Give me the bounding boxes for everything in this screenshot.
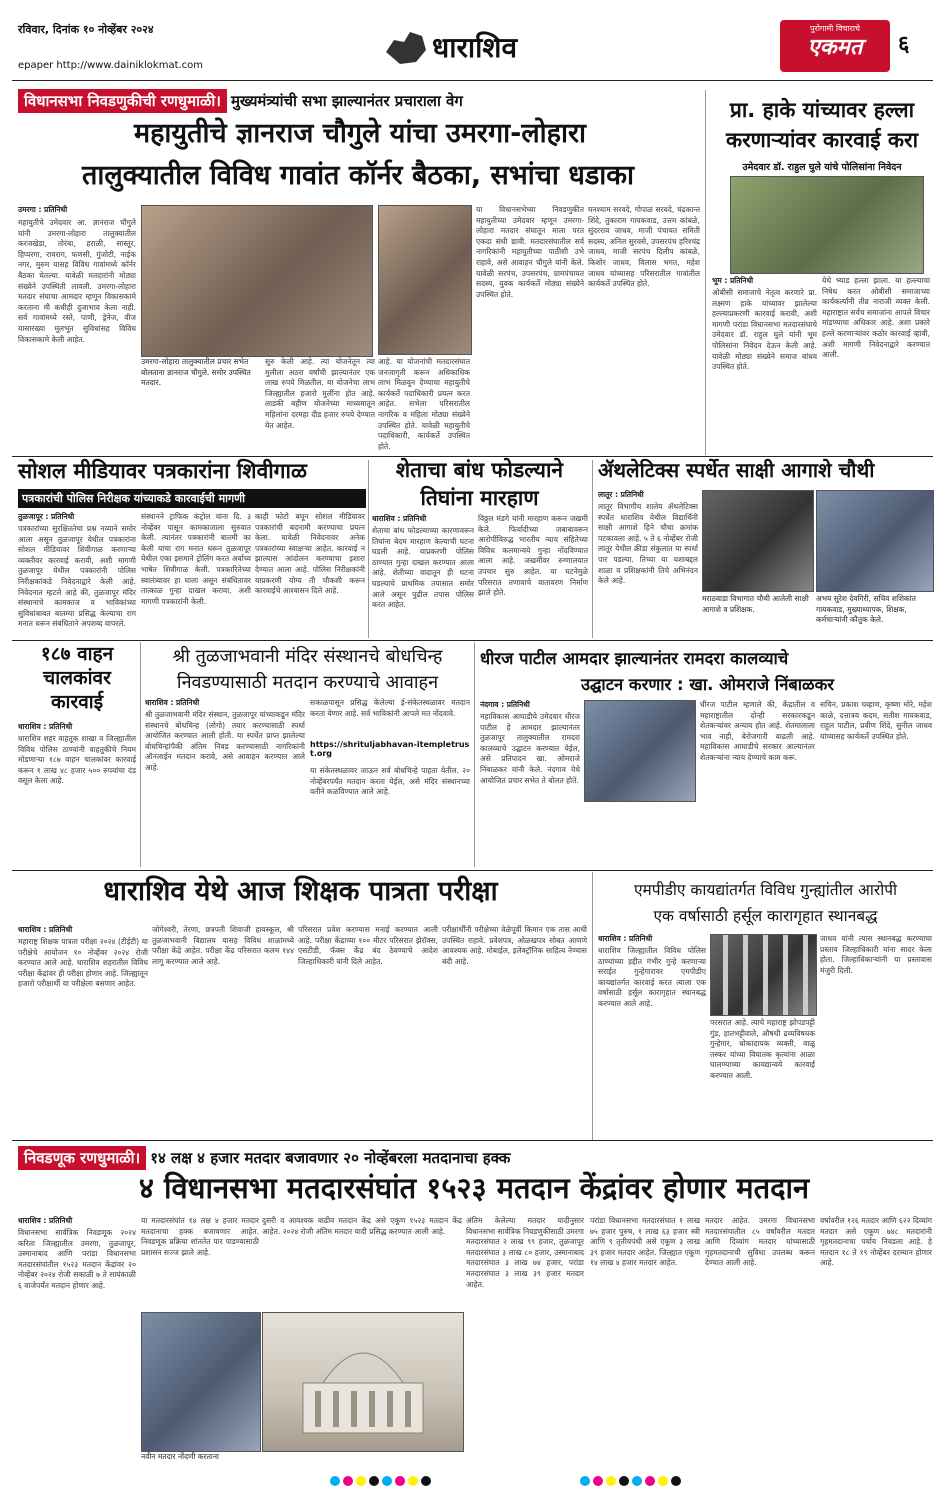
print-registration-marks bbox=[330, 1476, 431, 1488]
story4-headline-2: तिघांना मारहाण bbox=[420, 486, 539, 510]
black-dot bbox=[369, 1476, 379, 1486]
newspaper-logo bbox=[780, 20, 890, 72]
magenta-dot bbox=[593, 1476, 603, 1486]
page-number: ६ bbox=[898, 32, 910, 57]
story1-photo-caption: उमरगा-लोहारा तालुक्यातील प्रचार सभेत बोलताना ज्ञानराज चौगुले. समोर उपस्थित मतदार. bbox=[141, 357, 251, 388]
column-divider bbox=[368, 460, 369, 638]
logo-name: एकमत bbox=[807, 35, 863, 60]
black-dot bbox=[619, 1476, 629, 1486]
story2-text-2: येथे भ्याड हल्ला झाला. या हल्ल्याचा निषेध करत ओबीसी समाजाच्या कार्यकर्त्यांनी तीव्र नाराजी व्यक्त केली. महाराष्ट्रात सर्वच समाजांना आपले विचार मांडण्याचा अधिकार आहे. अशा प्रकारे हल्ले करणाऱ्यांवर कठोर कारवाई व्हावी, अशी मागणी निवेदनाद्वारे करण्यात आली. bbox=[822, 276, 930, 360]
magenta-dot bbox=[645, 1476, 655, 1486]
district-map-icon bbox=[380, 22, 430, 68]
header-divider bbox=[12, 80, 933, 81]
masthead-title: धाराशिव bbox=[432, 31, 518, 64]
story9-headline: धाराशिव येथे आज शिक्षक पात्रता परीक्षा bbox=[103, 876, 498, 907]
story3-subhead: पत्रकारांची पोलिस निरीक्षक यांच्याकडे कारवाईची मागणी bbox=[18, 489, 366, 508]
column-divider bbox=[592, 872, 593, 1140]
story8-text-1: महाविकास आघाडीचे उमेदवार धीरज पाटील हे आमदार झाल्यानंतर तुळजापूर तालुक्यातील रामदरा कालव्याचे उद्घाटन करण्यात येईल, असे प्रतिपादन खा. ओमराजे निंबाळकर यांनी केले. नंदगाव येथे आयोजित प्रचार सभेत ते बोलत होते. bbox=[480, 712, 580, 785]
print-registration-marks bbox=[580, 1476, 681, 1488]
story7-text-3: या संकेतस्थळावर जाऊन सर्व बोधचिन्हे पाहता येतील. २० नोव्हेंबरपर्यंत मतदान करता येईल, असे मंदिर संस्थानच्या वतीने कळविण्यात आले आहे. bbox=[310, 766, 470, 797]
story10-text-3: जाधव यांनी त्यास स्थानबद्ध करण्याचा प्रस्ताव जिल्हाधिकारी यांना सादर केला होता. जिल्हाधिकाऱ्यांनी या प्रस्तावास मंजुरी दिली. bbox=[820, 934, 932, 975]
story5-photo-caption-1: मराठवाडा विभागात चौथी आलेली साक्षी आगाशे व प्रशिक्षक. bbox=[702, 594, 809, 614]
epaper-link[interactable]: epaper http://www.dainiklokmat.com bbox=[18, 60, 204, 71]
story2-memorandum-photo bbox=[730, 176, 924, 274]
story7-text-2: सकाळपासून प्रसिद्ध केलेल्या ई-संकेतस्थळावर मतदान करता येणार आहे. सर्व भाविकांनी आपले मत नोंदवावे. bbox=[310, 698, 470, 718]
section-divider bbox=[12, 1140, 933, 1141]
story9-text-4: परीक्षार्थींनी परीक्षेच्या वेळेपूर्वी किमान एक तास आधी उपस्थित राहावे. प्रवेशपत्र, ओळखपत्र सोबत आणणे आवश्यक आहे. मोबाईल, इलेक्ट्रॉनिक साहित्य नेण्यास बंदी आहे. bbox=[442, 925, 587, 966]
story10-prison-bars-photo bbox=[710, 934, 817, 1016]
story10-byline: धाराशिव : प्रतिनिधी bbox=[598, 934, 653, 943]
story6-byline: धाराशिव : प्रतिनिधी bbox=[18, 722, 73, 731]
story1-text-3: आहे. या योजनांची मतदारसंघात जनजागृती करून अधिकाधिक लाभ मिळवून देण्याचा महायुतीचे कार्यकर्ते पदाधिकारी प्रयत्न करत आहेत. सभेला परिसरातील नागरिक व महिला मोठ्या संख्येने उपस्थित होते. यावेळी महायुतीचे पदाधिकारी, कार्यकर्ते उपस्थित होते. bbox=[378, 357, 470, 451]
logo-tagline: पुरोगामी विचाराचे bbox=[810, 24, 860, 33]
yellow-dot bbox=[408, 1476, 418, 1486]
story11-text-1: विधानसभा सार्वत्रिक निवडणूक २०२४ करिता जिल्ह्यातील उमरगा, तुळजापूर, उस्मानाबाद आणि परांडा विधानसभा मतदारसंघांतील १५२३ मतदान केंद्रांवर २० नोव्हेंबर २०२४ रोजी सकाळी ७ ते सायंकाळी ६ वाजेपर्यंत मतदान होणार आहे. bbox=[18, 1228, 136, 1290]
story8-candidate-photo bbox=[584, 700, 696, 802]
cyan-dot bbox=[632, 1476, 642, 1486]
story11-text-6: मतदार आहेत. उमरगा विधानसभा मतदारसंघातील ८५ वर्षांवरील मतदार आणि दिव्यांग मतदार यांच्यासाठी गृहमतदानाची सुविधा उपलब्ध करून देण्यात आली आहे. bbox=[705, 1216, 815, 1268]
story1-headline-1: महायुतीचे ज्ञानराज चौगुले यांचा उमरगा-लोहारा bbox=[133, 118, 587, 149]
story1-text-1: महायुतीचे उमेदवार आ. ज्ञानराज चौगुले यांनी उमरगा-लोहारा तालुक्यातील करजखेडा, तोरंबा, हराळी, सास्तूर, हिप्परगा, रावराग, फणसी, गुंजोटी, नाईक नगर, मुरुम यासह विविध गावांमध्ये कॉर्नर बैठका घेतल्या. यावेळी मतदारांनी मोठ्या संख्येने उपस्थिती लावली. उमरगा-लोहारा मतदार संघाचा आमदार म्हणून विकासकामे करताना मी कधीही दुजाभाव केला नाही. सर्व गावांमध्ये रस्ते, पाणी, ड्रेनेज, वीज यासारख्या मूलभूत सुविधांसह विविध विकासकामे केली आहेत. bbox=[18, 218, 136, 344]
legislature-dome-icon bbox=[263, 1313, 463, 1451]
story1-kicker-line bbox=[18, 89, 463, 113]
story7-website-link[interactable]: https://shritulјabhavan-itempletrust.org bbox=[310, 740, 470, 758]
story7-headline-1: श्री तुळजाभवानी मंदिर संस्थानचे बोधचिन्ह bbox=[172, 646, 443, 667]
yellow-dot bbox=[658, 1476, 668, 1486]
yellow-dot bbox=[356, 1476, 366, 1486]
story11-byline: धाराशिव : प्रतिनिधी bbox=[18, 1216, 73, 1225]
story11-photo-caption: नवीन मतदार नोंदणी करताना bbox=[141, 1452, 219, 1461]
story11-voter-registration-photo bbox=[141, 1312, 261, 1452]
story8-headline-1: धीरज पाटील आमदार झाल्यानंतर रामदरा कालव्याचे bbox=[480, 649, 789, 668]
story3-text-2: संस्थानने ट्राफिक कंट्रोल यांना दि. ३ नोव्हेंबर पासून कामकाजाला सुरुवात केली. त्यानंतर पत्रकारांनी बातमी का केली याचा राग मनात धरून तुळजापूर येथील एका इसमाने ट्रोलिंग करत अर्वाच्य भाषेत शिवीगाळ केली. पत्रकारितेच्या स्वातंत्र्यावर हा घाला असून संबंधितावर तात्काळ गुन्हा दाखल करावा, अशी मागणी पत्रकारांनी केली. bbox=[141, 512, 251, 606]
story8-headline-2: उद्घाटन करणार : खा. ओमराजे निंबाळकर bbox=[580, 675, 835, 694]
black-dot bbox=[421, 1476, 431, 1486]
story6-headline-2: चालकांवर bbox=[43, 667, 111, 689]
story6-headline-1: १८७ वाहन bbox=[40, 643, 114, 665]
cyan-dot bbox=[382, 1476, 392, 1486]
story11-headline: ४ विधानसभा मतदारसंघांत १५२३ मतदान केंद्रांवर होणार मतदान bbox=[138, 1171, 810, 1205]
story10-headline-1: एमपीडीए कायद्यांतर्गत विविध गुन्ह्यांतील आरोपी bbox=[633, 881, 898, 899]
issue-date: रविवार, दिनांक १० नोव्हेंबर २०२४ bbox=[18, 23, 154, 36]
story1-text-4: या विधानसभेच्या निवडणुकीत महायुतीच्या उमेदवार म्हणून उमरगा-लोहारा मतदार संघातून माला परत एकदा संधी द्यावी. मतदारसंघातील सर्व नागरिकांनी महायुतीच्या पाठीशी उभे राहावे, असे आवाहन चौगुले यांनी केले. यावेळी सरपंच, उपसरपंच, ग्रामपंचायत सदस्य, युवक कार्यकर्ते मोठ्या संख्येने उपस्थित होते. bbox=[476, 205, 584, 299]
story9-byline: धाराशिव : प्रतिनिधी bbox=[18, 925, 73, 934]
column-divider bbox=[140, 642, 141, 867]
story1-crowd-photo bbox=[378, 205, 472, 355]
story11-kicker-rest: १४ लक्ष ४ हजार मतदार बजावणार २० नोव्हेंबरला मतदानाचा हक्क bbox=[150, 1149, 511, 1167]
story3-headline: सोशल मीडियावर पत्रकारांना शिवीगाळ bbox=[18, 459, 307, 483]
story10-text-1: धाराशिव जिल्ह्यातील विविध पोलिस ठाण्यांच्या हद्दीत गंभीर गुन्हे करणाऱ्या सराईत गुन्हेगारावर एमपीडीए कायद्यांतर्गत कारवाई करत त्याला एक वर्षासाठी हर्सूल कारागृहात स्थानबद्ध करण्यात आले आहे. bbox=[598, 946, 706, 1008]
story7-text-1: श्री तुळजाभवानी मंदिर संस्थान, तुळजापूर यांच्याकडून मंदिर संस्थानचे बोधचिन्ह (लोगो) तयार करण्यासाठी स्पर्धा आयोजित करण्यात आली होती. या स्पर्धेत प्राप्त झालेल्या बोधचिन्हांपैकी अंतिम निवड करण्यासाठी नागरिकांनी ऑनलाईन मतदान करावे, असे आवाहन करण्यात आले आहे. bbox=[145, 710, 305, 772]
story1-headline-2: तालुक्यातील विविध गावांत कॉर्नर बैठका, सभांचा धडाका bbox=[81, 160, 635, 191]
story9-text-2: जोगेश्वरी, तेरणा, छत्रपती शिवाजी हायस्कूल, श्री तुळजाभवानी विद्यालय यासह विविध शाळांमध्ये परीक्षा केंद्रे आहेत. परीक्षा केंद्र परिसरात कलम १४४ लागू करण्यात आले आहे. bbox=[152, 925, 294, 966]
magenta-dot bbox=[343, 1476, 353, 1486]
magenta-dot bbox=[395, 1476, 405, 1486]
story5-headline: ॲथलेटिक्स स्पर्धेत साक्षी आगाशे चौथी bbox=[598, 458, 875, 482]
story8-text-3: सचिन, प्रकाश चव्हाण, कृष्णा मोरे, महेश काळे, दत्तात्रय कदम, सतीश गायकवाड, राहुल पाटील, प्रवीण शिंदे, सुनील जाधव यांच्यासह कार्यकर्ते उपस्थित होते. bbox=[820, 700, 932, 741]
story5-photo-caption-2: अभय सुरेश देवगिरी, सचिव शशिकांत गायकवाड, मुख्याध्यापक, शिक्षक, कर्मचाऱ्यांनी कौतुक केले. bbox=[816, 594, 916, 625]
story11-assembly-building-photo bbox=[262, 1312, 464, 1452]
story2-text-1: ओबीसी समाजाचे नेतृत्व करणारे प्रा. लक्ष्मण हाके यांच्यावर झालेल्या हल्ल्याप्रकरणी कारवाई करावी, अशी मागणी परांडा विधानसभा मतदारसंघाचे उमेदवार डॉ. राहुल घुले यांनी भूम पोलिसांना निवेदन देऊन केली आहे. यावेळी मोठ्या संख्येने समाज बांधव उपस्थित होते. bbox=[712, 288, 817, 372]
story3-byline: तुळजापूर : प्रतिनिधी bbox=[18, 512, 75, 521]
story1-byline: उमरगा : प्रतिनिधी bbox=[18, 205, 68, 214]
section-divider bbox=[12, 640, 933, 641]
black-dot bbox=[671, 1476, 681, 1486]
story10-headline-2: एक वर्षासाठी हर्सूल कारागृहात स्थानबद्ध bbox=[653, 907, 878, 925]
story11-text-3: दुसरी व आवश्यक वाढीव मतदान केंद्र असे एकूण १५२३ मतदान केंद्र आहेत. २०२४ रोजी अंतिम मतदार यादी प्रसिद्ध करण्यात आली आहे. bbox=[262, 1216, 462, 1236]
story2-headline-1: प्रा. हाके यांच्यावर हल्ला bbox=[729, 98, 915, 122]
story9-text-1: महाराष्ट्र शिक्षक पात्रता परीक्षा २०२४ (टीईटी) या परीक्षेचे आयोजन १० नोव्हेंबर २०२४ रोजी करण्यात आले आहे. धाराशिव शहरातील विविध परीक्षा केंद्रांवर ही परीक्षा होणार आहे. जिल्ह्यातून हजारो परीक्षार्थी या परीक्षेला बसणार आहेत. bbox=[18, 937, 148, 989]
story11-kicker: निवडणूक रणधुमाळी। bbox=[18, 1146, 146, 1170]
story4-headline-1: शेताचा बांध फोडल्याने bbox=[395, 458, 564, 482]
story5-byline: लातूर : प्रतिनिधी bbox=[598, 490, 644, 499]
story7-headline-2: निवडण्यासाठी मतदान करण्याचे आवाहन bbox=[176, 672, 439, 693]
story11-text-4: अंतिम केलेल्या मतदार यादीनुसार विधानसभा सार्वत्रिक निवडणुकीसाठी उमरगा मतदारसंघात २ लाख ९९ हजार, तुळजापूर मतदारसंघात ३ लाख ८० हजार, उस्मानाबाद मतदारसंघात ३ लाख ७४ हजार, परांडा मतदारसंघात ३ लाख ३९ हजार मतदार आहेत. bbox=[466, 1216, 584, 1289]
story2-subhead: उमेदवार डॉ. राहुल घुले यांचे पोलिसांना निवेदन bbox=[742, 162, 902, 173]
story4-byline: धाराशिव : प्रतिनिधी bbox=[372, 514, 427, 523]
story1-text-2: सुरु केली आहे. त्या योजनेतून त्या मुलीला अठरा वर्षांची झाल्यानंतर एक लाख रुपये मिळतील. या योजनेचा लाभ जिल्ह्यातील हजारो मुलींना होत आहे. लाडकी बहीण योजनेच्या माध्यमातून महिलांना दरमहा दीड हजार रुपये देण्यात येत आहेत. bbox=[265, 357, 375, 430]
section-divider bbox=[12, 456, 933, 457]
story5-athlete-photo bbox=[702, 490, 814, 592]
story3-text-3: काही फोटो बघून सोशल मीडियावर पत्रकारांची बदनामी करण्याचा प्रयत्न केला. यावेळी निवेदनावर अनेक पत्रकारांच्या स्वाक्षऱ्या आहेत. कारवाई न झाल्यास आंदोलन करण्याचा इशारा देण्यात आला आहे. पोलिस निरीक्षकांनी याप्रकरणी योग्य ती चौकशी करून कारवाईचे आश्वासन दिले आहे. bbox=[255, 512, 365, 596]
story7-byline: धाराशिव : प्रतिनिधी bbox=[145, 698, 200, 707]
story5-team-photo bbox=[816, 490, 934, 592]
column-divider bbox=[474, 642, 475, 867]
story1-kicker-rest: मुख्यमंत्र्यांची सभा झाल्यानंतर प्रचाराला वेग bbox=[230, 92, 463, 110]
story1-rally-photo bbox=[141, 205, 373, 357]
yellow-dot bbox=[606, 1476, 616, 1486]
column-divider bbox=[705, 90, 706, 455]
story5-text-1: लातूर विभागीय शालेय ॲथलेटिक्स स्पर्धेत धाराशिव येथील विद्यार्थिनी साक्षी आगाशे हिने चौथा क्रमांक पटकावला आहे. ५ ते ६ नोव्हेंबर रोजी लातूर येथील क्रीडा संकुलात या स्पर्धा पार पडल्या. तिच्या या यशाबद्दल शाळा व प्रशिक्षकांनी तिचे अभिनंदन केले आहे. bbox=[598, 502, 698, 586]
story1-text-5: घनश्याम सरवदे, गोपाळ सरवदे, चंद्रकान्त शिंदे, तुकाराम गायकवाड, उत्तम कांबळे, सुंदरराव जाधव, माजी पंचायत समिती सदस्य, अनिल सुरवसे, उपसरपंच हरिश्चंद्र जाधव, माजी सरपंच दिलीप कांबळे, किशोर जाधव, विलास भगत, महेश जाधव यांच्यासह परिसरातील गावांतील कार्यकर्ते उपस्थित होते. bbox=[588, 205, 700, 289]
section-divider bbox=[12, 870, 933, 871]
column-divider bbox=[592, 460, 593, 638]
story10-text-2: परसरात आहे. त्याचे महाराष्ट्र झोपडपट्टी गुंड, हातभट्टीवाले, औषधी द्रव्यविषयक गुन्हेगार, धोकादायक व्यक्ती, वाळू तस्कर यांच्या विघातक कृत्यांना आळा घालण्याच्या कायद्यान्वये कारवाई करण्यात आली. bbox=[710, 1018, 815, 1080]
story2-byline: भूम : प्रतिनिधी bbox=[712, 276, 754, 285]
cyan-dot bbox=[580, 1476, 590, 1486]
story11-text-7: वर्षावरील १२६ मतदार आणि ६२२ दिव्यांग मतदार असे एकूण ७४८ मतदारांनी गृहमतदानाचा पर्याय निवडला आहे. हे मतदान १८ ते १९ नोव्हेंबर दरम्यान होणार आहे. bbox=[820, 1216, 932, 1268]
story6-text: धाराशिव शहर वाहतूक शाखा व जिल्ह्यातील विविध पोलिस ठाण्यांनी वाहतुकीचे नियम मोडणाऱ्या १८७ वाहन चालकांवर कारवाई करून १ लाख ४८ हजार ५०० रुपयांचा दंड वसूल केला आहे. bbox=[18, 734, 136, 786]
masthead bbox=[380, 22, 580, 70]
story11-text-5: परांडा विधानसभा मतदारसंघात १ लाख ७५ हजार पुरुष, १ लाख ६३ हजार स्त्री आणि ९ तृतीयपंथी असे एकूण ३ लाख ३९ हजार मतदार आहेत. जिल्ह्यात एकूण १४ लाख ४ हजार मतदार आहेत. bbox=[590, 1216, 700, 1268]
story4-text-2: विठ्ठल मंडगे यांनी मारहाण करून जखमी केले. फिर्यादीच्या जबाबावरून आरोपींविरुद्ध भारतीय न्याय संहितेच्या विविध कलमान्वये गुन्हा नोंदविण्यात आला आहे. जखमींवर रुग्णालयात उपचार सुरु आहेत. या घटनेमुळे परिसरात तणावाचे वातावरण निर्माण झाले होते. bbox=[478, 514, 588, 598]
story11-text-2: या मतदारसंघांत १४ लक्ष ४ हजार मतदार मतदानाचा हक्क बजावणार आहेत. निवडणूक प्रक्रिया शांततेत पार पाडण्यासाठी प्रशासन सज्ज झाले आहे. bbox=[141, 1216, 259, 1257]
story8-text-2: धीरज पाटील म्हणाले की, केंद्रातील व महाराष्ट्रातील दोन्ही सरकारकडून शेतकऱ्यांवर अन्याय होत आहे. शेतमालाला भाव नाही, बेरोजगारी वाढली आहे. महाविकास आघाडीचे सरकार आल्यानंतर शेतकऱ्यांना न्याय देण्याचे काम करू. bbox=[700, 700, 815, 762]
cyan-dot bbox=[330, 1476, 340, 1486]
prison-bars-icon bbox=[711, 935, 816, 1015]
story8-byline: नंदगाव : प्रतिनिधी bbox=[480, 700, 530, 709]
story3-text-1: पत्रकारांच्या सुरक्षिततेचा प्रश्न नव्याने समोर आला असून तुळजापूर येथील पत्रकारांना सोशल मीडियावर शिवीगाळ करणाऱ्या व्यक्तीवर कारवाई करावी, अशी मागणी तुळजापूर येथील पत्रकारांनी पोलिस निरीक्षकांकडे निवेदनाद्वारे केली आहे. निवेदनात म्हटले आहे की, तुळजापूर मंदिर संस्थानाचे कामकाज व भाविकांच्या सुविधांबाबत बातम्या प्रसिद्ध केल्याचा राग मनात धरून संबंधिताने अपशब्द वापरले. bbox=[18, 524, 136, 629]
story1-kicker: विधानसभा निवडणुकीची रणधुमाळी। bbox=[18, 89, 227, 113]
story6-headline-3: कारवाई bbox=[50, 691, 104, 713]
story11-kicker-line bbox=[18, 1146, 510, 1170]
story9-text-3: परिसरात प्रवेश करण्यास मनाई करण्यात आली आहे. परीक्षा केंद्राच्या १०० मीटर परिसरात झेरॉक्स, एसटीडी, फॅक्स केंद्र बंद ठेवण्याचे आदेश जिल्हाधिकारी यांनी दिले आहेत. bbox=[298, 925, 438, 966]
story2-headline-2: करणाऱ्यांवर कारवाई करा bbox=[725, 128, 919, 152]
story4-text-1: शेताचा बांध फोडल्याच्या कारणावरून तिघांना बेदम मारहाण केल्याची घटना घडली आहे. याप्रकरणी पोलिस ठाण्यात गुन्हा दाखल करण्यात आला आहे. शेतीच्या वादातून ही घटना घडल्याचे प्राथमिक तपासात समोर आले असून पुढील तपास पोलिस करत आहेत. bbox=[372, 526, 474, 610]
